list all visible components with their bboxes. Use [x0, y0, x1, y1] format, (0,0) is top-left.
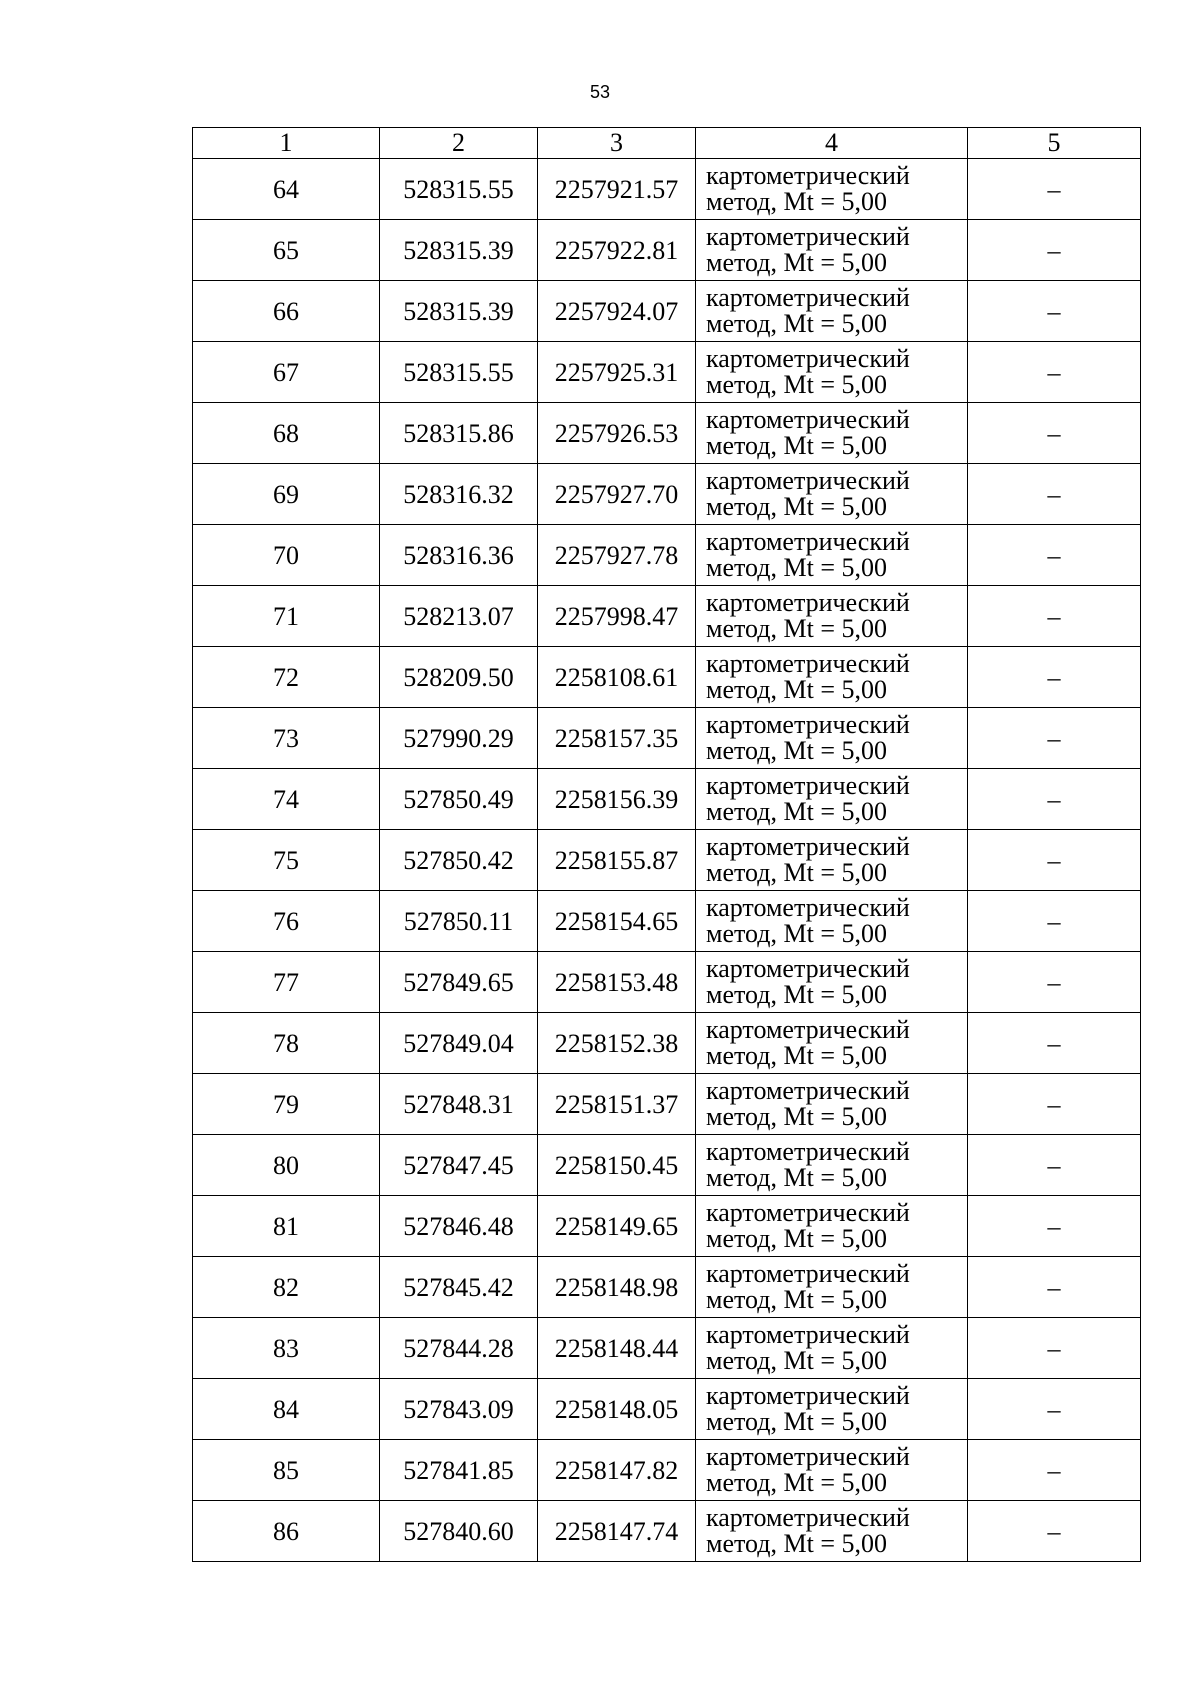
point-number-cell: 74: [193, 769, 380, 830]
y-coordinate-cell: 2258152.38: [538, 1013, 696, 1074]
x-coordinate-cell: 528316.36: [380, 525, 538, 586]
note-cell: –: [968, 708, 1141, 769]
table-row: [193, 891, 1141, 952]
header-row: [193, 128, 1141, 159]
table-row: [193, 464, 1141, 525]
point-number-cell: 83: [193, 1318, 380, 1379]
y-coordinate-cell: 2258153.48: [538, 952, 696, 1013]
method-cell: [696, 1135, 968, 1196]
note-cell: –: [968, 1135, 1141, 1196]
method-line-2: метод, Mt = 5,00: [706, 1468, 887, 1497]
y-coordinate-cell: 2258155.87: [538, 830, 696, 891]
note-cell: –: [968, 769, 1141, 830]
point-number-cell: 64: [193, 159, 380, 220]
point-number-cell: 73: [193, 708, 380, 769]
method-line-2: метод, Mt = 5,00: [706, 1529, 887, 1558]
note-cell: –: [968, 1257, 1141, 1318]
y-coordinate-cell: 2258156.39: [538, 769, 696, 830]
method-line-2: метод, Mt = 5,00: [706, 492, 887, 521]
method-line-1: картометрический: [706, 832, 910, 861]
method-line-2: метод, Mt = 5,00: [706, 553, 887, 582]
method-cell: [696, 525, 968, 586]
y-coordinate-cell: 2258108.61: [538, 647, 696, 708]
y-coordinate-cell: 2257927.70: [538, 464, 696, 525]
y-coordinate-cell: 2257922.81: [538, 220, 696, 281]
x-coordinate-cell: 528316.32: [380, 464, 538, 525]
note-cell: –: [968, 220, 1141, 281]
page-number: 53: [589, 82, 611, 102]
table-body: [193, 159, 1141, 1562]
method-line-1: картометрический: [706, 222, 910, 251]
method-cell: [696, 403, 968, 464]
y-coordinate-cell: 2258149.65: [538, 1196, 696, 1257]
method-line-2: метод, Mt = 5,00: [706, 736, 887, 765]
x-coordinate-cell: 527849.04: [380, 1013, 538, 1074]
note-cell: –: [968, 1379, 1141, 1440]
method-line-1: картометрический: [706, 771, 910, 800]
point-number-cell: 78: [193, 1013, 380, 1074]
table-row: [193, 1379, 1141, 1440]
table-row: [193, 342, 1141, 403]
note-cell: –: [968, 891, 1141, 952]
note-cell: –: [968, 952, 1141, 1013]
header-cell-1: 1: [193, 128, 380, 159]
point-number-cell: 77: [193, 952, 380, 1013]
table-row: [193, 1074, 1141, 1135]
method-line-1: картометрический: [706, 466, 910, 495]
method-line-1: картометрический: [706, 405, 910, 434]
table-row: [193, 220, 1141, 281]
method-line-1: картометрический: [706, 1381, 910, 1410]
method-line-1: картометрический: [706, 1015, 910, 1044]
note-cell: –: [968, 1501, 1141, 1562]
method-cell: [696, 281, 968, 342]
method-line-2: метод, Mt = 5,00: [706, 1041, 887, 1070]
method-line-1: картометрический: [706, 649, 910, 678]
table-row: [193, 159, 1141, 220]
x-coordinate-cell: 528315.55: [380, 342, 538, 403]
method-cell: [696, 647, 968, 708]
y-coordinate-cell: 2257924.07: [538, 281, 696, 342]
table-row: [193, 1440, 1141, 1501]
x-coordinate-cell: 527841.85: [380, 1440, 538, 1501]
coordinates-table: [192, 127, 1141, 1562]
y-coordinate-cell: 2258150.45: [538, 1135, 696, 1196]
method-line-2: метод, Mt = 5,00: [706, 431, 887, 460]
table-row: [193, 1196, 1141, 1257]
note-cell: –: [968, 1318, 1141, 1379]
x-coordinate-cell: 528209.50: [380, 647, 538, 708]
point-number-cell: 85: [193, 1440, 380, 1501]
header-cell-3: 3: [538, 128, 696, 159]
table-row: [193, 281, 1141, 342]
method-cell: [696, 769, 968, 830]
method-line-2: метод, Mt = 5,00: [706, 1224, 887, 1253]
x-coordinate-cell: 527840.60: [380, 1501, 538, 1562]
x-coordinate-cell: 527844.28: [380, 1318, 538, 1379]
point-number-cell: 82: [193, 1257, 380, 1318]
method-cell: [696, 1257, 968, 1318]
method-line-2: метод, Mt = 5,00: [706, 797, 887, 826]
table-row: [193, 1257, 1141, 1318]
x-coordinate-cell: 528315.39: [380, 220, 538, 281]
note-cell: –: [968, 1013, 1141, 1074]
method-line-1: картометрический: [706, 161, 910, 190]
method-line-1: картометрический: [706, 1320, 910, 1349]
method-line-1: картометрический: [706, 283, 910, 312]
y-coordinate-cell: 2258157.35: [538, 708, 696, 769]
x-coordinate-cell: 527850.11: [380, 891, 538, 952]
x-coordinate-cell: 527846.48: [380, 1196, 538, 1257]
point-number-cell: 72: [193, 647, 380, 708]
y-coordinate-cell: 2258148.05: [538, 1379, 696, 1440]
method-cell: [696, 1196, 968, 1257]
method-line-2: метод, Mt = 5,00: [706, 675, 887, 704]
x-coordinate-cell: 528315.86: [380, 403, 538, 464]
method-line-1: картометрический: [706, 527, 910, 556]
method-cell: [696, 159, 968, 220]
method-line-1: картометрический: [706, 1198, 910, 1227]
method-cell: [696, 952, 968, 1013]
point-number-cell: 66: [193, 281, 380, 342]
method-cell: [696, 1440, 968, 1501]
point-number-cell: 65: [193, 220, 380, 281]
table-row: [193, 1013, 1141, 1074]
method-cell: [696, 830, 968, 891]
method-cell: [696, 586, 968, 647]
method-line-1: картометрический: [706, 1137, 910, 1166]
table-row: [193, 769, 1141, 830]
y-coordinate-cell: 2257998.47: [538, 586, 696, 647]
method-line-2: метод, Mt = 5,00: [706, 370, 887, 399]
method-line-2: метод, Mt = 5,00: [706, 1163, 887, 1192]
note-cell: –: [968, 830, 1141, 891]
method-line-2: метод, Mt = 5,00: [706, 187, 887, 216]
method-cell: [696, 464, 968, 525]
point-number-cell: 76: [193, 891, 380, 952]
x-coordinate-cell: 527850.42: [380, 830, 538, 891]
table-row: [193, 952, 1141, 1013]
method-line-2: метод, Mt = 5,00: [706, 614, 887, 643]
x-coordinate-cell: 527990.29: [380, 708, 538, 769]
note-cell: –: [968, 1196, 1141, 1257]
method-cell: [696, 1501, 968, 1562]
x-coordinate-cell: 527849.65: [380, 952, 538, 1013]
method-line-1: картометрический: [706, 1442, 910, 1471]
note-cell: –: [968, 281, 1141, 342]
point-number-cell: 81: [193, 1196, 380, 1257]
point-number-cell: 79: [193, 1074, 380, 1135]
note-cell: –: [968, 1440, 1141, 1501]
method-cell: [696, 342, 968, 403]
point-number-cell: 75: [193, 830, 380, 891]
table-row: [193, 1501, 1141, 1562]
y-coordinate-cell: 2257925.31: [538, 342, 696, 403]
method-line-1: картометрический: [706, 893, 910, 922]
table-row: [193, 830, 1141, 891]
y-coordinate-cell: 2258148.44: [538, 1318, 696, 1379]
note-cell: –: [968, 586, 1141, 647]
table-row: [193, 647, 1141, 708]
point-number-cell: 80: [193, 1135, 380, 1196]
method-cell: [696, 1379, 968, 1440]
note-cell: –: [968, 1074, 1141, 1135]
point-number-cell: 86: [193, 1501, 380, 1562]
method-line-1: картометрический: [706, 588, 910, 617]
note-cell: –: [968, 525, 1141, 586]
method-cell: [696, 891, 968, 952]
method-line-2: метод, Mt = 5,00: [706, 1285, 887, 1314]
table-row: [193, 1318, 1141, 1379]
note-cell: –: [968, 159, 1141, 220]
method-cell: [696, 1013, 968, 1074]
x-coordinate-cell: 527843.09: [380, 1379, 538, 1440]
x-coordinate-cell: 528315.39: [380, 281, 538, 342]
method-line-1: картометрический: [706, 1259, 910, 1288]
method-cell: [696, 1318, 968, 1379]
note-cell: –: [968, 342, 1141, 403]
x-coordinate-cell: 527847.45: [380, 1135, 538, 1196]
method-line-1: картометрический: [706, 710, 910, 739]
method-line-1: картометрический: [706, 954, 910, 983]
table-row: [193, 708, 1141, 769]
x-coordinate-cell: 527850.49: [380, 769, 538, 830]
method-line-2: метод, Mt = 5,00: [706, 1346, 887, 1375]
y-coordinate-cell: 2258148.98: [538, 1257, 696, 1318]
table-row: [193, 586, 1141, 647]
x-coordinate-cell: 528213.07: [380, 586, 538, 647]
method-line-1: картометрический: [706, 1076, 910, 1105]
point-number-cell: 67: [193, 342, 380, 403]
method-line-2: метод, Mt = 5,00: [706, 919, 887, 948]
method-line-2: метод, Mt = 5,00: [706, 1102, 887, 1131]
point-number-cell: 71: [193, 586, 380, 647]
method-cell: [696, 1074, 968, 1135]
table-row: [193, 525, 1141, 586]
y-coordinate-cell: 2257921.57: [538, 159, 696, 220]
method-cell: [696, 708, 968, 769]
x-coordinate-cell: 527845.42: [380, 1257, 538, 1318]
y-coordinate-cell: 2258151.37: [538, 1074, 696, 1135]
y-coordinate-cell: 2258154.65: [538, 891, 696, 952]
point-number-cell: 70: [193, 525, 380, 586]
point-number-cell: 84: [193, 1379, 380, 1440]
method-line-2: метод, Mt = 5,00: [706, 309, 887, 338]
y-coordinate-cell: 2258147.74: [538, 1501, 696, 1562]
point-number-cell: 68: [193, 403, 380, 464]
x-coordinate-cell: 528315.55: [380, 159, 538, 220]
method-line-1: картометрический: [706, 1503, 910, 1532]
note-cell: –: [968, 403, 1141, 464]
table-row: [193, 1135, 1141, 1196]
method-line-2: метод, Mt = 5,00: [706, 1407, 887, 1436]
method-cell: [696, 220, 968, 281]
header-cell-5: 5: [968, 128, 1141, 159]
x-coordinate-cell: 527848.31: [380, 1074, 538, 1135]
note-cell: –: [968, 647, 1141, 708]
y-coordinate-cell: 2257926.53: [538, 403, 696, 464]
method-line-2: метод, Mt = 5,00: [706, 980, 887, 1009]
header-cell-2: 2: [380, 128, 538, 159]
table-row: [193, 403, 1141, 464]
note-cell: –: [968, 464, 1141, 525]
method-line-2: метод, Mt = 5,00: [706, 248, 887, 277]
y-coordinate-cell: 2258147.82: [538, 1440, 696, 1501]
point-number-cell: 69: [193, 464, 380, 525]
table-header: [193, 128, 1141, 159]
y-coordinate-cell: 2257927.78: [538, 525, 696, 586]
method-line-2: метод, Mt = 5,00: [706, 858, 887, 887]
method-line-1: картометрический: [706, 344, 910, 373]
header-cell-4: 4: [696, 128, 968, 159]
